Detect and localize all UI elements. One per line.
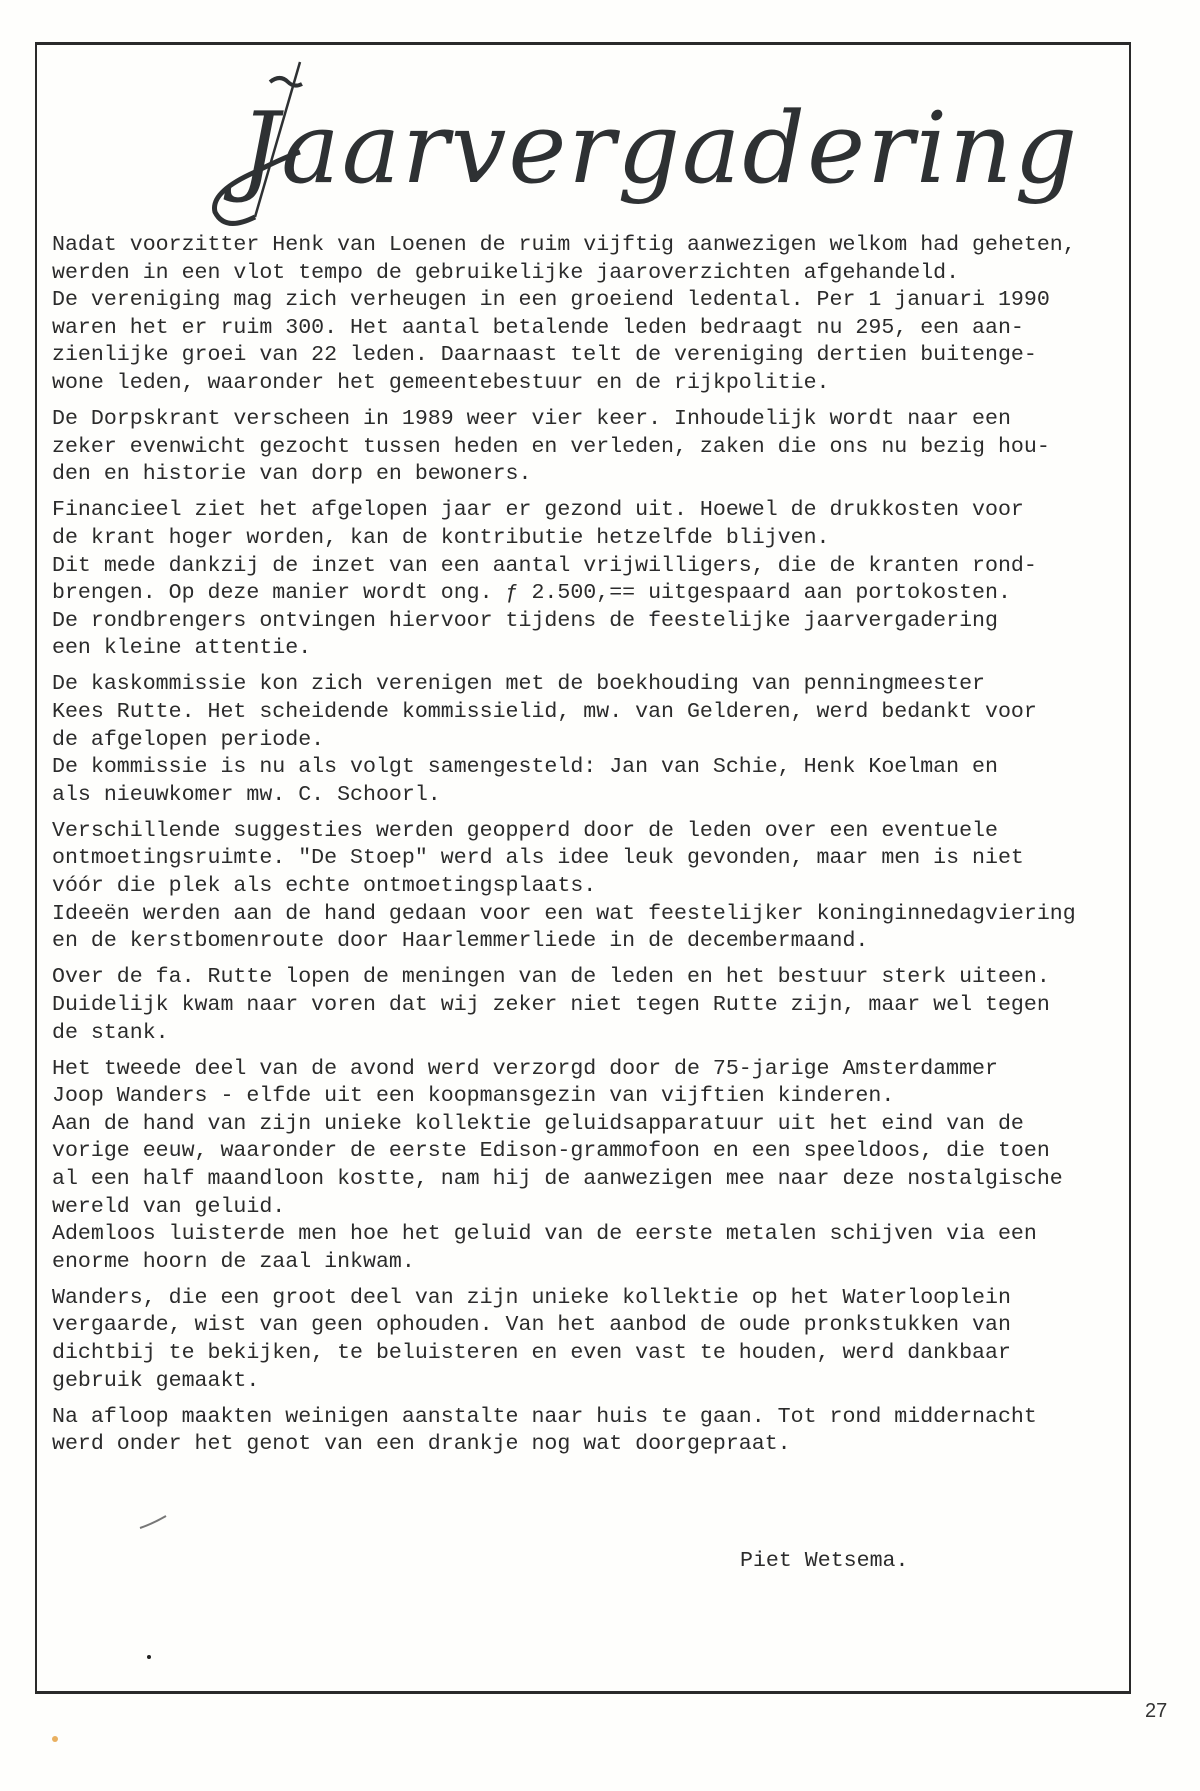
paragraph bbox=[52, 232, 1132, 398]
text-line: ontmoetingsruimte. "De Stoep" werd als idee leuk gevonden, maar men is niet bbox=[52, 846, 1024, 871]
paragraph bbox=[52, 1404, 1132, 1459]
title-text: Jaarvergadering bbox=[240, 92, 1080, 206]
text-line: wereld van geluid. bbox=[52, 1194, 286, 1219]
text-line: Ademloos luisterde men hoe het geluid van de eerste metalen schijven via een bbox=[52, 1222, 1037, 1247]
text-line: De kommissie is nu als volgt samengesteld: Jan van Schie, Henk Koelman en bbox=[52, 755, 998, 780]
speck bbox=[52, 1736, 58, 1742]
text-line: werden in een vlot tempo de gebruikelijke jaaroverzichten afgehandeld. bbox=[52, 260, 960, 285]
text-line: Joop Wanders - elfde uit een koopmansgezin van vijftien kinderen. bbox=[52, 1084, 895, 1109]
text-line: werd onder het genot van een drankje nog wat doorgepraat. bbox=[52, 1432, 791, 1457]
text-line: dichtbij te bekijken, te beluisteren en even vast te houden, werd dankbaar bbox=[52, 1341, 1011, 1366]
text-line: wone leden, waaronder het gemeentebestuur en de rijkpolitie. bbox=[52, 370, 830, 395]
text-line: Wanders, die een groot deel van zijn unieke kollektie op het Waterlooplein bbox=[52, 1285, 1011, 1310]
text-line: zeker evenwicht gezocht tussen heden en verleden, zaken die ons nu bezig hou- bbox=[52, 434, 1050, 459]
paragraph bbox=[52, 406, 1132, 489]
page-title bbox=[200, 52, 1080, 232]
text-line: Het tweede deel van de avond werd verzorgd door de 75-jarige Amsterdammer bbox=[52, 1056, 998, 1081]
text-line: al een half maandloon kostte, nam hij de aanwezigen mee naar deze nostalgische bbox=[52, 1167, 1063, 1191]
author-signature: Piet Wetsema. bbox=[740, 1549, 909, 1573]
text-line: De Dorpskrant verscheen in 1989 weer vier keer. Inhoudelijk wordt naar een bbox=[52, 407, 1011, 432]
text-line: vorige eeuw, waaronder de eerste Edison-grammofoon en een speeldoos, die toen bbox=[52, 1139, 1050, 1164]
text-line: Na afloop maakten weinigen aanstalte naar huis te gaan. Tot rond middernacht bbox=[52, 1404, 1037, 1429]
text-line: de stank. bbox=[52, 1020, 169, 1045]
text-line: de afgelopen periode. bbox=[52, 727, 325, 752]
title-flourish-tilde bbox=[270, 78, 302, 86]
text-line: Financieel ziet het afgelopen jaar er gezond uit. Hoewel de drukkosten voor bbox=[52, 498, 1024, 523]
text-line: vóór die plek als echte ontmoetingsplaats. bbox=[52, 874, 597, 899]
pen-mark bbox=[136, 1510, 172, 1534]
paragraph bbox=[52, 1285, 1132, 1395]
paragraph bbox=[52, 497, 1132, 663]
text-line: Kees Rutte. Het scheidende kommissielid, mw. van Gelderen, werd bedankt voor bbox=[52, 700, 1037, 724]
article-body bbox=[52, 232, 1132, 1467]
page-number: 27 bbox=[1145, 1700, 1168, 1722]
paragraph bbox=[52, 1056, 1132, 1277]
text-line: Aan de hand van zijn unieke kollektie geluidsapparatuur uit het eind van de bbox=[52, 1111, 1024, 1136]
text-line: als nieuwkomer mw. C. Schoorl. bbox=[52, 782, 441, 807]
text-line: Nadat voorzitter Henk van Loenen de ruim vijftig aanwezigen welkom had geheten, bbox=[52, 233, 1076, 257]
paragraph bbox=[52, 964, 1132, 1047]
paragraph bbox=[52, 818, 1132, 956]
text-line: enorme hoorn de zaal inkwam. bbox=[52, 1249, 415, 1274]
text-line: en de kerstbomenroute door Haarlemmerliede in de decembermaand. bbox=[52, 929, 869, 954]
text-line: de krant hoger worden, kan de kontributie hetzelfde blijven. bbox=[52, 525, 830, 550]
text-line: De rondbrengers ontvingen hiervoor tijdens de feestelijke jaarvergadering bbox=[52, 608, 998, 633]
text-line: Ideeën werden aan de hand gedaan voor een wat feestelijker koninginnedagviering bbox=[52, 901, 1076, 926]
text-line: brengen. Op deze manier wordt ong. ƒ 2.500,== uitgespaard aan portokosten. bbox=[52, 581, 1011, 606]
text-line: een kleine attentie. bbox=[52, 636, 312, 661]
text-line: den en historie van dorp en bewoners. bbox=[52, 462, 532, 487]
text-line: Dit mede dankzij de inzet van een aantal vrijwilligers, die de kranten rond- bbox=[52, 553, 1037, 578]
paragraph bbox=[52, 671, 1132, 809]
text-line: Over de fa. Rutte lopen de meningen van de leden en het bestuur sterk uiteen. bbox=[52, 965, 1050, 990]
title-calligraphy bbox=[200, 52, 1080, 232]
text-line: Duidelijk kwam naar voren dat wij zeker niet tegen Rutte zijn, maar wel tegen bbox=[52, 992, 1050, 1017]
text-line: zienlijke groei van 22 leden. Daarnaast telt de vereniging dertien buitenge- bbox=[52, 343, 1037, 368]
text-line: De vereniging mag zich verheugen in een groeiend ledental. Per 1 januari 1990 bbox=[52, 288, 1050, 313]
text-line: gebruik gemaakt. bbox=[52, 1368, 260, 1393]
text-line: Verschillende suggesties werden geopperd door de leden over een eventuele bbox=[52, 818, 998, 843]
text-line: De kaskommissie kon zich verenigen met de boekhouding van penningmeester bbox=[52, 672, 986, 697]
text-line: vergaarde, wist van geen ophouden. Van het aanbod de oude pronkstukken van bbox=[52, 1313, 1011, 1338]
text-line: waren het er ruim 300. Het aantal betalende leden bedraagt nu 295, een aan- bbox=[52, 315, 1024, 340]
speck bbox=[147, 1655, 151, 1659]
